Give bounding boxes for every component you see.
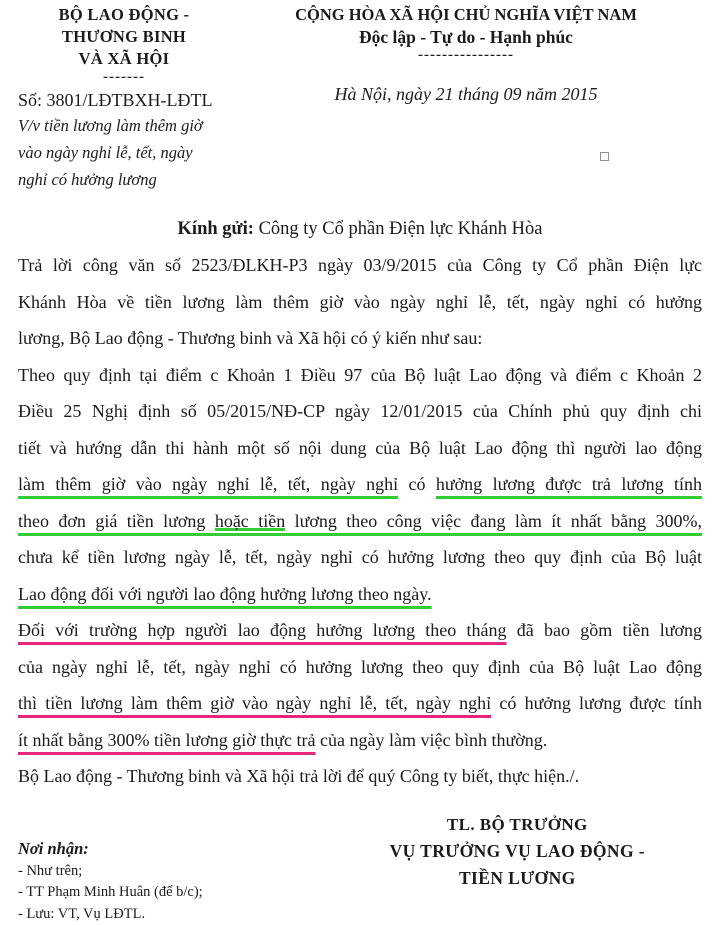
text-segment: của ngày làm việc bình thường. (316, 730, 548, 750)
body-line (18, 685, 702, 722)
body-line (18, 320, 702, 357)
national-header-block (230, 4, 702, 192)
separator-dash: ------- (18, 70, 230, 84)
document-header (18, 4, 702, 192)
org-name-line: BỘ LAO ĐỘNG - (18, 4, 230, 26)
text-segment: lương, Bộ Lao động - Thương binh và Xã hội có ý kiến như sau: (18, 328, 482, 348)
body-line (18, 393, 702, 430)
body-line (18, 649, 702, 686)
body-line (18, 722, 702, 759)
body-line (18, 247, 702, 284)
document-footer (18, 811, 702, 925)
issuing-org-block (18, 4, 230, 192)
org-name-line: THƯƠNG BINH (18, 26, 230, 48)
signature-title-line: TIỀN LƯƠNG (333, 865, 702, 892)
text-segment: chưa kể tiền lương ngày lễ, tết, ngày nghỉ có hưởng lương theo quy định của Bộ luật (18, 547, 702, 567)
signature-title-line: VỤ TRƯỞNG VỤ LAO ĐỘNG - (333, 838, 702, 865)
recipients-block (18, 811, 333, 925)
body-line (18, 466, 702, 503)
text-segment: Điều 25 Nghị định số 05/2015/NĐ-CP ngày 12/01/2015 của Chính phủ quy định chi (18, 401, 702, 421)
separator-dash: ---------------- (230, 48, 702, 62)
green-underlined-text: hưởng lương được trả lương tính (436, 474, 702, 494)
object-anchor-square (600, 152, 609, 161)
green-underlined-text: làm thêm giờ vào ngày nghỉ lễ, tết, ngày nghỉ (18, 474, 398, 494)
salutation-label: Kính gửi: (178, 219, 254, 239)
green-underlined-text: Lao động đối với người lao động hưởng lương theo ngày. (18, 584, 432, 604)
body-line (18, 758, 702, 795)
green-underlined-text: hoặc tiền (215, 511, 285, 531)
body-line (18, 612, 702, 649)
text-segment: Khánh Hòa về tiền lương làm thêm giờ vào ngày nghỉ lễ, tết, ngày nghỉ có hưởng (18, 292, 702, 312)
subject-line: vào ngày nghỉ lễ, tết, ngày (18, 140, 230, 165)
green-underlined-text: theo đơn giá tiền lương (18, 511, 215, 531)
recipient-item: - TT Phạm Minh Huân (để b/c); (18, 882, 333, 904)
body-line (18, 539, 702, 576)
body-line (18, 284, 702, 321)
text-segment: có hưởng lương được tính (491, 693, 702, 713)
signature-block (333, 811, 702, 925)
text-segment: có (398, 474, 436, 494)
national-motto: Độc lập - Tự do - Hạnh phúc (230, 26, 702, 48)
pink-underlined-text: ít nhất bằng 300% tiền lương giờ thực trả (18, 730, 316, 750)
text-segment: Theo quy định tại điểm c Khoản 1 Điều 97 của Bộ luật Lao động và điểm c Khoản 2 (18, 365, 702, 385)
body-line (18, 503, 702, 540)
text-segment: tiết và hướng dẫn thi hành một số nội dung của Bộ luật Lao động thì người lao động (18, 438, 702, 458)
org-name-line: VÀ XÃ HỘI (18, 48, 230, 70)
document-body (18, 247, 702, 795)
text-segment: Bộ Lao động - Thương binh và Xã hội trả lời để quý Công ty biết, thực hiện./. (18, 766, 579, 786)
recipient-item: - Như trên; (18, 861, 333, 883)
pink-underlined-text: thì tiền lương làm thêm giờ vào ngày nghỉ lễ, tết, ngày nghỉ (18, 693, 491, 713)
signature-title-line: TL. BỘ TRƯỞNG (333, 811, 702, 838)
body-line (18, 430, 702, 467)
national-title: CỘNG HÒA XÃ HỘI CHỦ NGHĨA VIỆT NAM (230, 4, 702, 26)
subject-line: nghỉ có hưởng lương (18, 167, 230, 192)
recipients-title: Nơi nhận: (18, 837, 333, 861)
pink-underlined-text: Đối với trường hợp người lao động hưởng lương theo tháng (18, 620, 507, 640)
body-line (18, 357, 702, 394)
subject-line: V/v tiền lương làm thêm giờ (18, 113, 230, 138)
document-number: Số: 3801/LĐTBXH-LĐTL (18, 90, 230, 111)
text-segment: đã bao gồm tiền lương (507, 620, 702, 640)
salutation-line (18, 214, 702, 244)
place-date-line: Hà Nội, ngày 21 tháng 09 năm 2015 (230, 84, 702, 105)
text-segment: Trả lời công văn số 2523/ĐLKH-P3 ngày 03/9/2015 của Công ty Cổ phần Điện lực (18, 255, 702, 275)
salutation-value: Công ty Cổ phần Điện lực Khánh Hòa (254, 219, 543, 239)
green-underlined-text: lương theo công việc đang làm ít nhất bằng 300%, (285, 511, 702, 531)
text-segment: của ngày nghỉ lễ, tết, ngày nghỉ có hưởng lương theo quy định của Bộ luật Lao động (18, 657, 702, 677)
body-line (18, 576, 702, 613)
recipient-item: - Lưu: VT, Vụ LĐTL. (18, 904, 333, 925)
